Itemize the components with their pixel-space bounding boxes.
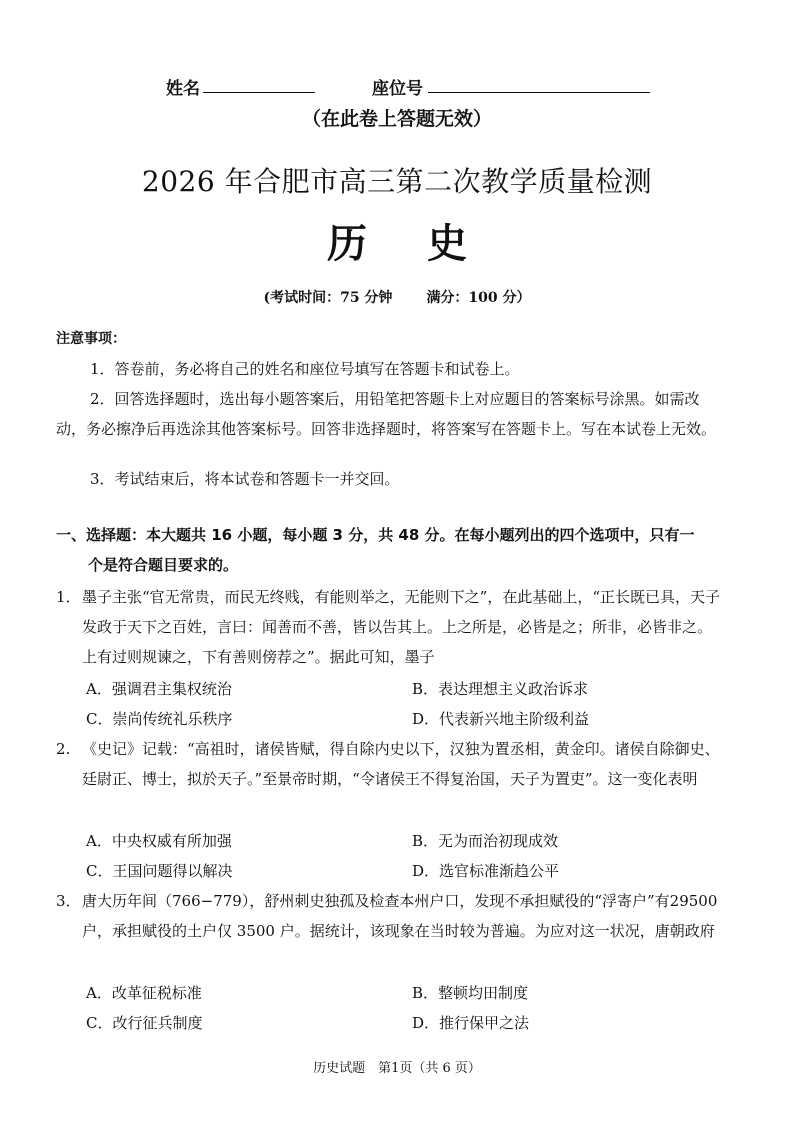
section-heading-line: 一、选择题：本大题共 16 小题，每小题 3 分，共 48 分。在每小题列出的四个选项中，只有一	[56, 526, 695, 544]
option-c: C．王国问题得以解决	[86, 862, 233, 880]
subject-title: 历史	[327, 220, 527, 267]
page-footer: 历史试题 第1页（共 6 页）	[313, 1061, 481, 1076]
question-2	[56, 734, 726, 794]
option-a: A．强调君主集权统治	[86, 680, 232, 698]
question-number: 3．	[56, 892, 81, 910]
exam-meta	[0, 287, 794, 307]
question-stem: 墨子主张“官无常贵，而民无终贱，有能则举之，无能则下之”，在此基础上，“正长既已具，天子发政于天下之百姓，言曰：闻善而不善，皆以告其上。上之所是，必皆是之；所非，必皆非之。上有过则规谏之，下有善则傍荐之”。据此可知，墨子	[82, 588, 721, 666]
question-stem: 《史记》记载：“高祖时，诸侯皆赋，得自除内史以下，汉独为置丞相，黄金印。诸侯自除御史、廷尉正、博士，拟於天子。”至景帝时期，“令诸侯王不得复治国，天子为置吏”。这一变化表明	[82, 740, 720, 788]
seat-blank	[428, 92, 650, 93]
name-blank	[203, 92, 315, 93]
option-a: A．中央权威有所加强	[86, 832, 232, 850]
option-d: D．代表新兴地主阶级利益	[412, 710, 590, 728]
question-stem: 唐大历年间（766−779），舒州刺史独孤及检查本州户口，发现不承担赋役的“浮寄户”有29500 户，承担赋役的土户仅 3500 户。据统计，该现象在当时较为普遍。为应对这一状况，唐朝政府	[82, 892, 718, 940]
section-heading-line: 个是符合题目要求的。	[88, 556, 239, 574]
option-a: A．改革征税标准	[86, 984, 202, 1002]
seat-label: 座位号	[372, 79, 423, 99]
option-c: C．崇尚传统礼乐秩序	[86, 710, 233, 728]
question-number: 2.	[56, 740, 71, 758]
option-b: B．表达理想主义政治诉求	[412, 680, 589, 698]
note-item: 1．答卷前，务必将自己的姓名和座位号填写在答题卡和试卷上。	[90, 360, 520, 378]
option-b: B．整顿均田制度	[412, 984, 529, 1002]
option-d: D．推行保甲之法	[412, 1014, 530, 1032]
exam-score: 满分：100 分）	[426, 290, 531, 306]
name-label: 姓名	[166, 79, 200, 99]
invalid-answer-notice: （在此卷上答题无效）	[301, 108, 492, 130]
option-c: C．改行征兵制度	[86, 1014, 203, 1032]
question-3	[56, 886, 726, 946]
note-item: 2．回答选择题时，选出每小题答案后，用铅笔把答题卡上对应题目的答案标号涂黑。如需改动，务必擦净后再选涂其他答案标号。回答非选择题时，将答案写在答题卡上。写在本试卷上无效。	[56, 390, 717, 438]
question-number: 1．	[56, 588, 81, 606]
option-d: D．选官标准渐趋公平	[412, 862, 560, 880]
exam-time: (考试时间：75 分钟	[263, 290, 393, 306]
question-1	[56, 582, 726, 672]
option-b: B．无为而治初现成效	[412, 832, 559, 850]
section-heading	[56, 520, 726, 580]
notes-title: 注意事项：	[56, 331, 126, 347]
exam-title: 2026 年合肥市高三第二次教学质量检测	[141, 165, 653, 198]
note-item: 3．考试结束后，将本试卷和答题卡一并交回。	[90, 470, 400, 488]
